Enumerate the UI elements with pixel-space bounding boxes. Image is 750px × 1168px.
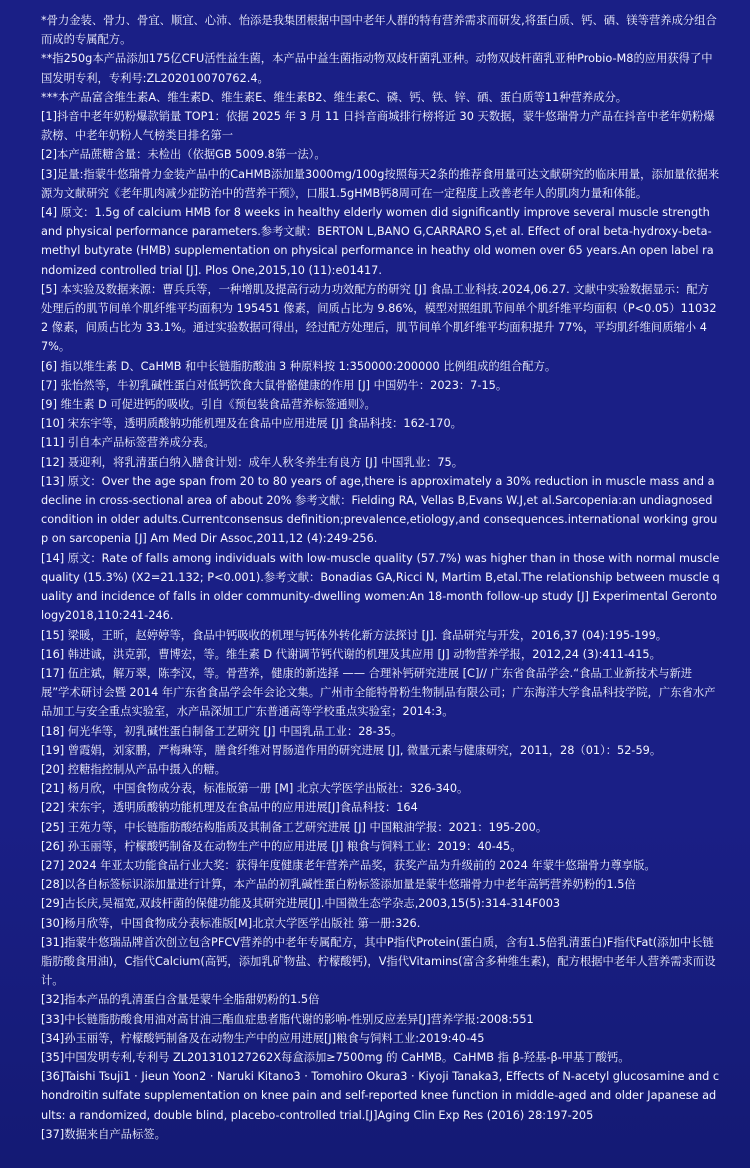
footnote-12: [12] 聂迎利，将乳清蛋白纳入膳食计划：成年人秋冬养生有良方 [J] 中国乳业：75。 [41,455,463,469]
footnote-21: [21] 杨月欣，中国食物成分表，标准版第一册 [M] 北京大学医学出版社：326-340。 [41,782,469,796]
footnote-26: [26] 孙玉丽等，柠檬酸钙制备及在动物生产中的应用进展 [J] 粮食与饲料工业：2019：40-45。 [41,839,522,853]
footnote-7: [7] 张怡然等，牛初乳碱性蛋白对低钙饮食大鼠骨骼健康的作用 [J] 中国奶牛：2023：7-15。 [41,378,508,392]
footnote-15: [15] 梁暖，王昕，赵婷婷等，食品中钙吸收的机理与钙体外转化新方法探讨 [J]. 食品研究与开发，2016,37 (04):195-199。 [41,628,668,642]
footnote-37: [37]数据来自产品标签。 [41,1127,166,1141]
footnote-36: [36]Taishi Tsuji1 · Jieun Yoon2 · Naruki Kitano3 · Tomohiro Okura3 · Kiyoji Tanaka3, Effects of N-acetyl glucosamine and chondroitin sulfate supplementation on knee pain and self-reported knee function in middle-aged and older Japanese adults: a randomized, double blind, placebo-controlled trial.[J]Aging Clin Exp Res (2016) 28:197-205 [41,1070,720,1122]
footnote-19: [19] 曾霞娟，刘家鹏，严梅琳等，膳食纤维对胃肠道作用的研究进展 [J], 微量元素与健康研究，2011，28（01）：52-59。 [41,743,662,757]
footnote-27: [27] 2024 年亚太功能食品行业大奖：获得年度健康老年营养产品奖，获奖产品为升级前的 2024 年蒙牛悠瑞骨力尊享版。 [41,858,656,872]
footnote-probiotic: **指250g本产品添加175亿CFU活性益生菌，本产品中益生菌指动物双歧杆菌乳亚种。动物双歧杆菌乳亚种Probio-M8的应用获得了中国发明专利，专利号:ZL202010070762.4。 [41,52,713,85]
footnote-30: [30]杨月欣等，中国食物成分表标准版[M]北京大学医学出版社 第一册:326. [41,916,421,930]
footnote-28: [28]以各自标签标识添加量进行计算，本产品的初乳碱性蛋白粉标签添加量是蒙牛悠瑞骨力中老年高钙营养奶粉的1.5倍 [41,878,636,892]
footnote-35: [35]中国发明专利,专利号 ZL201310127262X每盒添加≥7500mg 的 CaHMB。CaHMB 指 β-羟基-β-甲基丁酸钙。 [41,1050,630,1064]
footnote-16: [16] 韩进诚，洪克郭，曹博宏，等。维生素 D 代谢调节钙代谢的机理及其应用 [J] 动物营养学报，2012,24 (3):411-415。 [41,647,661,661]
footnote-32: [32]指本产品的乳清蛋白含量是蒙牛全脂甜奶粉的1.5倍 [41,993,320,1007]
footnote-2: [2]本产品蔗糖含量：未检出（依据GB 5009.8第一法）。 [41,148,326,162]
footnote-5: [5] 本实验及数据来源：曹兵兵等，一种增肌及提高行动力功效配方的研究 [J] 食品工业科技.2024,06.27. 文献中实验数据显示：配方处理后的肌节间单个肌纤维平均面积为 195451 像素，间质占比为 9.86%，模型对照组肌节间单个肌纤维平均面积（P<0.05）110322 像素，间质占比为 33.1%。通过实验数据可得出，经过配方处理后，肌节间单个肌纤维平均面积提升 77%，平均肌纤维间质缩小 47%。 [41,282,717,354]
footnote-10: [10] 宋东宇等，透明质酸钠功能机理及在食品中应用进展 [J] 食品科技：162-170。 [41,417,462,431]
footnote-17: [17] 伍庄斌，解万翠，陈李汉，等。骨营养，健康的新选择 —— 合理补钙研究进展 [C]// 广东省食品学会.“食品工业新技术与新进展”学术研讨会暨 2014 年广东省食品学会年会论文集。广州市全能特骨粉生物制品有限公司；广东海洋大学食品科技学院，广东省水产品加工与安全重点实验室，水产品深加工广东普通高等学校重点实验室；2014:3。 [41,666,716,719]
footnote-骨力: *骨力金装、骨力、骨宜、顺宜、心沛、怡添是我集团根据中国中老年人群的特有营养需求而研发,将蛋白质、钙、硒、镁等营养成分组合而成的专属配方。 [41,14,717,47]
footnote-34: [34]孙玉丽等，柠檬酸钙制备及在动物生产中的应用进展[J]粮食与饲料工业:2019:40-45 [41,1031,485,1045]
footnote-9: [9] 维生素 D 可促进钙的吸收。引自《预包装食品营养标签通则》。 [41,398,376,412]
footnote-33: [33]中长链脂肪酸食用油对高甘油三酯血症患者脂代谢的影响-性别反应差异[J]营养学报:2008:551 [41,1012,534,1026]
footnote-22: [22] 宋东宇，透明质酸钠功能机理及在食品中的应用进展[J]食品科技：164 [41,801,418,815]
footnote-18: [18] 何光华等，初乳碱性蛋白制备工艺研究 [J] 中国乳品工业：28-35。 [41,724,403,738]
footnote-20: [20] 控糖指控制从产品中摄入的糖。 [41,762,226,776]
footnote-31: [31]指蒙牛悠瑞品牌首次创立包含PFCV营养的中老年专属配方，其中P指代Protein(蛋白质，含有1.5倍乳清蛋白)F指代Fat(添加中长链脂肪酸食用油)，C指代Calcium(高钙，添加乳矿物盐、柠檬酸钙)，V指代Vitamins(富含多种维生素)，配方根据中老年人营养需求而设计。 [41,935,716,988]
footnote-1: [1]抖音中老年奶粉爆款销量 TOP1：依据 2025 年 3 月 11 日抖音商城排行榜将近 30 天数据，蒙牛悠瑞骨力产品在抖音中老年奶粉爆款榜、中老年奶粉人气榜类目排名第一 [41,110,715,143]
footnote-4: [4] 原文：1.5g of calcium HMB for 8 weeks in healthy elderly women did significantly improve several muscle strength and physical performance parameters.参考文献：BERTON L,BANO G,CARRARO S,et al. Effect of oral beta-hydroxy-beta-methyl butyrate (HMB) supplementation on physical performance in heathy old women over 65 years.An open label randomized controlled trial [J]. Plos One,2015,10 (11):e01417. [41,206,714,277]
footnote-14: [14] 原文：Rate of falls among individuals with low-muscle quality (57.7%) was higher than in those with normal muscle quality (15.3%) (X2=21.132; P<0.001).参考文献：Bonadias GA,Ricci N, Martim B,etal.The relationship between muscle quality and incidence of falls in older community-dwelling women:An 18-month follow-up study [J] Experimental Gerontology2018,110:241-246. [41,551,720,623]
footnote-11: [11] 引自本产品标签营养成分表。 [41,436,215,450]
footnote-6: [6] 指以维生素 D、CaHMB 和中长链脂肪酸油 3 种原料按 1:350000:200000 比例组成的组合配方。 [41,359,557,373]
footnote-nutrients: ***本产品富含维生素A、维生素D、维生素E、维生素B2、维生素C、磷、钙、铁、锌、硒、蛋白质等11种营养成分。 [41,90,628,104]
footnote-25: [25] 王苑力等，中长链脂肪酸结构脂质及其制备工艺研究进展 [J] 中国粮油学报：2021：195-200。 [41,820,548,834]
footnote-13: [13] 原文：Over the age span from 20 to 80 years of age,there is approximately a 30% reduction in muscle mass and a decline in cross-sectional area of about 20% 参考文献：Fielding RA, Vellas B,Evans W.J,et al.Sarcopenia:an undiagnosed condition in older adults.Currentconsensus definition;prevalence,etiology,and consequences.international working group on sarcopenia [J] Am Med Dir Assoc,2011,12 (4):249-256. [41,474,718,546]
footnote-3: [3]足量:指蒙牛悠瑞骨力金装产品中的CaHMB添加量3000mg/100g按照每天2条的推荐食用量可达文献研究的临床用量，添加量依据来源为文献研究《老年肌肉减少症防治中的营养干预》，口服1.5gHMB钙8周可在一定程度上改善老年人的肌肉力量和体能。 [41,167,720,200]
footnote-29: [29]古长庆,吴福宽,双歧杆菌的保健功能及其研究进展[J].中国微生态学杂志,2003,15(5):314-314F003 [41,897,561,911]
